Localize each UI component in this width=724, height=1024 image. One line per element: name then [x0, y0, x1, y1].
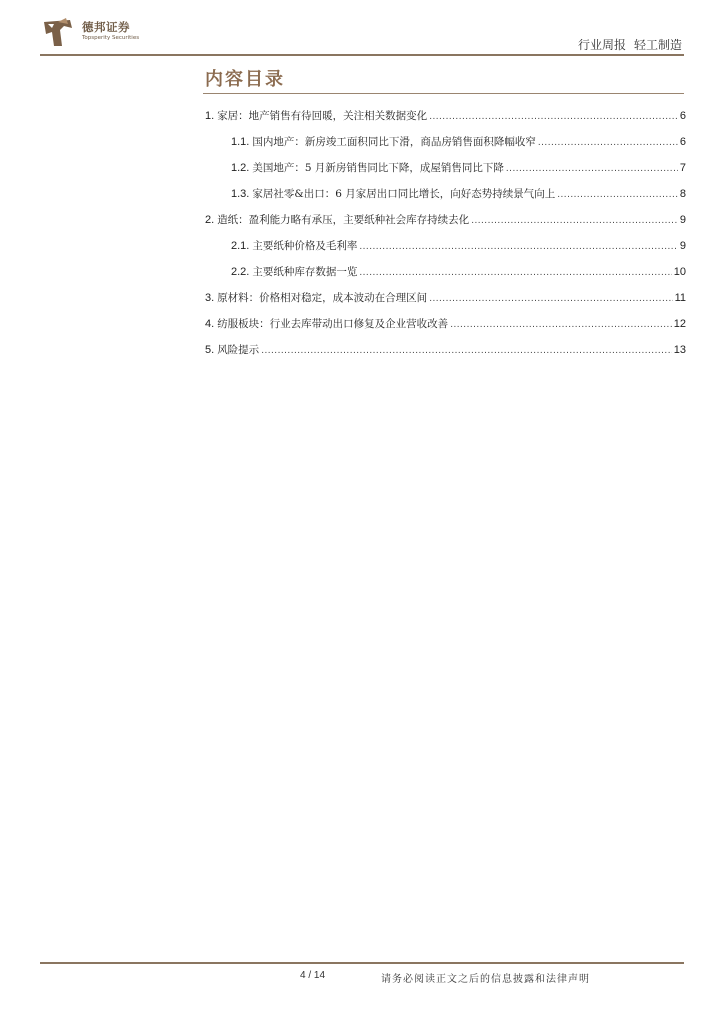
- toc-entry-page: 13: [673, 344, 686, 356]
- report-category: [570, 36, 682, 53]
- toc-entry-5[interactable]: [205, 342, 686, 358]
- toc-entry-page: 7: [679, 162, 686, 174]
- toc-entry-page: 9: [679, 214, 686, 226]
- toc-entry-2-1[interactable]: [231, 238, 686, 254]
- toc-leader-dots: [471, 215, 678, 226]
- topsperity-logo-icon: [40, 16, 76, 50]
- toc-entry-4[interactable]: [205, 316, 686, 332]
- toc-title-divider: [203, 93, 684, 94]
- toc-entry-number: 2.2.: [231, 266, 250, 278]
- toc-leader-dots: [261, 345, 672, 356]
- toc-leader-dots: [538, 137, 678, 148]
- toc-entry-page: 6: [679, 110, 686, 122]
- report-type: 行业周报: [577, 38, 626, 52]
- toc-leader-dots: [506, 163, 678, 174]
- toc-entry-text: 主要纸种价格及毛利率: [252, 240, 358, 252]
- brand-name: 德邦证券: [82, 20, 130, 34]
- brand-subtitle: Topsperity Securities: [82, 35, 140, 41]
- toc-entry-number: 5.: [205, 344, 215, 356]
- toc-entry-text: 家居社零&出口：6 月家居出口同比增长，向好态势持续景气向上: [252, 188, 556, 200]
- toc-entry-text: 风险提示: [217, 344, 260, 356]
- toc-entry-number: 3.: [205, 292, 215, 304]
- toc-entry-page: 11: [674, 292, 686, 304]
- toc-entry-text: 家居：地产销售有待回暖，关注相关数据变化: [217, 110, 428, 122]
- toc-entry-number: 1.3.: [231, 188, 250, 200]
- industry-name: 轻工制造: [633, 38, 682, 52]
- company-logo: [40, 16, 150, 52]
- toc-leader-dots: [557, 189, 678, 200]
- toc-entry-number: 1.1.: [231, 136, 250, 148]
- toc-entry-1[interactable]: [205, 108, 686, 124]
- toc-entry-number: 1.: [205, 110, 215, 122]
- toc-title: 内容目录: [205, 69, 285, 90]
- toc-leader-dots: [359, 241, 678, 252]
- toc-entry-3[interactable]: [205, 290, 686, 306]
- toc-entry-text: 造纸：盈利能力略有承压，主要纸种社会库存持续去化: [217, 214, 470, 226]
- toc-entry-page: 8: [679, 188, 686, 200]
- toc-entry-page: 12: [673, 318, 686, 330]
- disclaimer-note: 请务必阅读正文之后的信息披露和法律声明: [381, 974, 590, 985]
- toc-entry-text: 美国地产：5 月新房销售同比下降，成屋销售同比下降: [252, 162, 504, 174]
- header-divider: [40, 54, 684, 56]
- toc-leader-dots: [429, 293, 672, 304]
- toc-entry-text: 国内地产：新房竣工面积同比下滑，商品房销售面积降幅收窄: [252, 136, 536, 148]
- toc-entry-text: 主要纸种库存数据一览: [252, 266, 358, 278]
- toc-entry-text: 原材料：价格相对稳定，成本波动在合理区间: [217, 292, 428, 304]
- toc-entry-1-3[interactable]: [231, 186, 686, 202]
- toc-entry-number: 4.: [205, 318, 215, 330]
- toc-entry-2[interactable]: [205, 212, 686, 228]
- toc-entry-page: 9: [679, 240, 686, 252]
- toc-leader-dots: [359, 267, 671, 278]
- toc-leader-dots: [450, 319, 672, 330]
- toc-entry-number: 1.2.: [231, 162, 250, 174]
- toc-entry-page: 6: [679, 136, 686, 148]
- toc-leader-dots: [429, 111, 678, 122]
- toc-entry-number: 2.1.: [231, 240, 250, 252]
- footer-divider: [40, 962, 684, 964]
- toc-entry-page: 10: [673, 266, 686, 278]
- toc-entry-1-2[interactable]: [231, 160, 686, 176]
- toc-entry-2-2[interactable]: [231, 264, 686, 280]
- toc-entry-number: 2.: [205, 214, 215, 226]
- page-indicator: 4 / 14: [300, 970, 326, 981]
- toc-entry-text: 纺服板块：行业去库带动出口修复及企业营收改善: [217, 318, 449, 330]
- toc-entry-1-1[interactable]: [231, 134, 686, 150]
